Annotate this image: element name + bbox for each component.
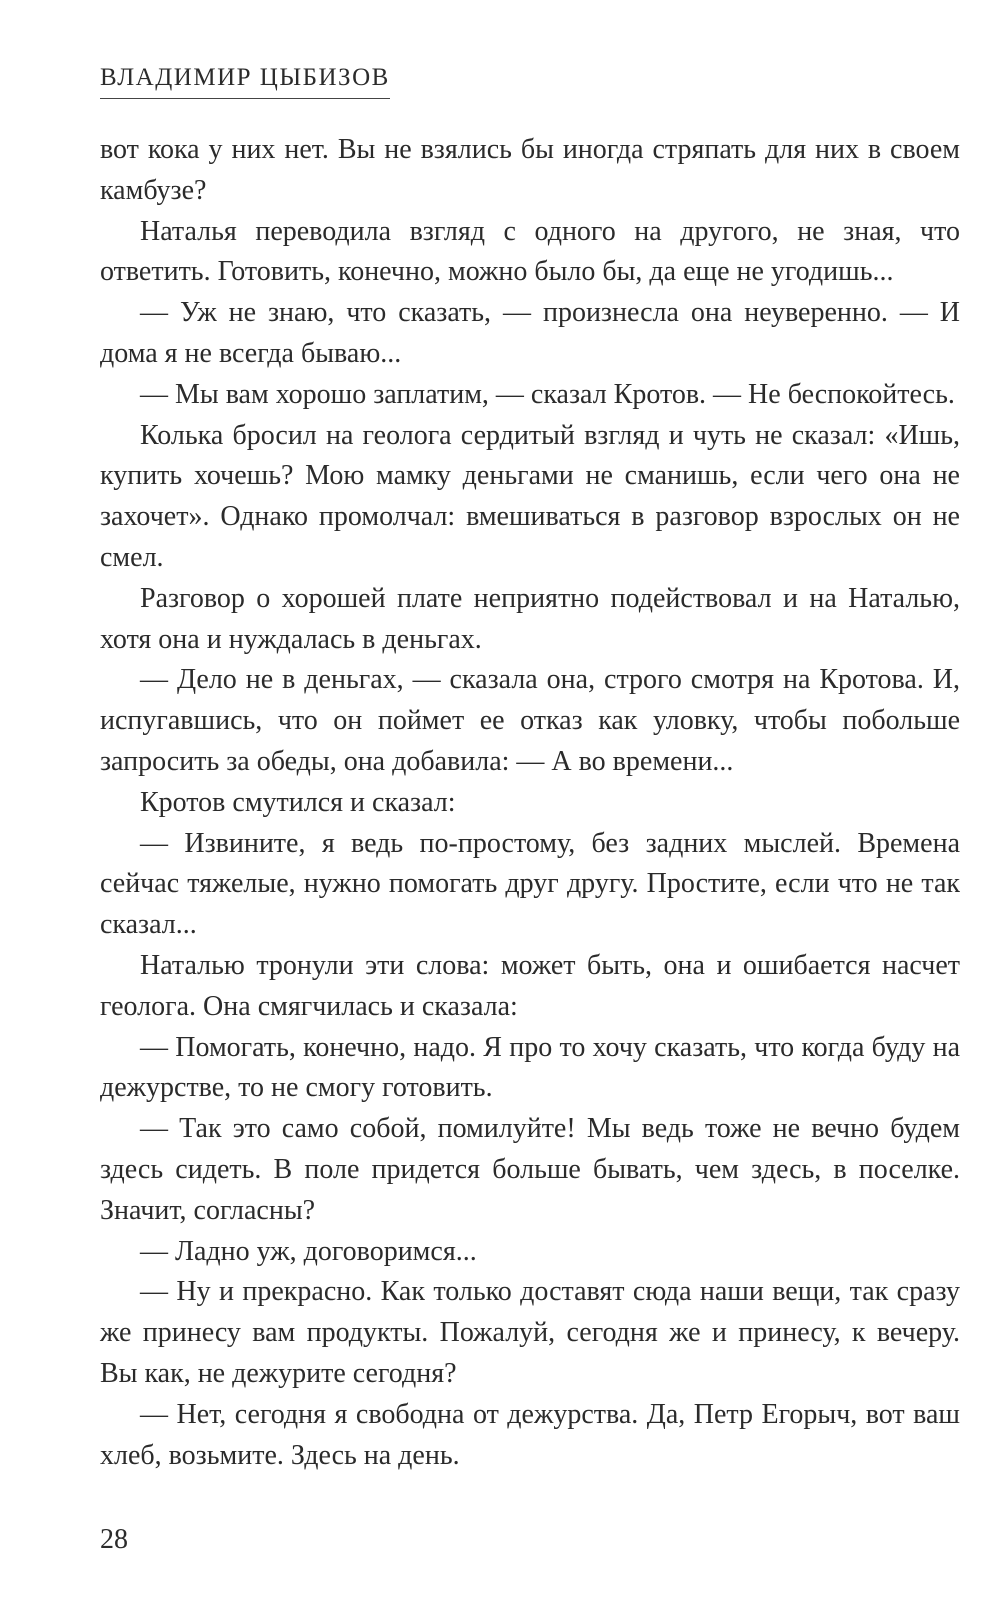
paragraph: — Мы вам хорошо заплатим, — сказал Кротов. — Не беспокойтесь. (140, 378, 955, 410)
paragraph: Колька бросил на геолога сердитый взгляд и чуть не сказал: «Ишь, купить хочешь? Мою мамку деньгами не сманишь, если чего она не захочет». Однако промолчал: вмешиваться в разговор взрослых он не смел. (100, 419, 960, 573)
paragraph: — Ладно уж, договоримся... (140, 1235, 477, 1267)
paragraph: — Уж не знаю, что сказать, — произнесла она неуверенно. — И дома я не всегда бываю... (100, 297, 960, 369)
paragraph: Кротов смутился и сказал: (140, 786, 456, 818)
paragraph: Наталья переводила взгляд с одного на другого, не зная, что ответить. Готовить, конечно, можно было бы, да еще не угодишь... (100, 215, 960, 288)
paragraph: вот кока у них нет. Вы не взялись бы иногда стряпать для них в своем камбузе? (100, 134, 960, 206)
paragraph: — Извините, я ведь по-простому, без задних мыслей. Времена сейчас тяжелые, нужно помогать друг другу. Простите, если что не так сказал... (100, 827, 960, 941)
paragraph: — Нет, сегодня я свободна от дежурства. Да, Петр Егорыч, вот ваш хлеб, возьмите. Здесь на день. (100, 1398, 960, 1471)
body-text (100, 130, 960, 1476)
paragraph: — Дело не в деньгах, — сказала она, строго смотря на Кротова. И, испугавшись, что он поймет ее отказ как уловку, чтобы побольше запросить за обеды, она добавила: — А во времени... (100, 664, 960, 777)
paragraph: — Ну и прекрасно. Как только доставят сюда наши вещи, так сразу же принесу вам продукты. Пожалуй, сегодня же и принесу, к вечеру. Вы как, не дежурите сегодня? (100, 1276, 960, 1389)
paragraph: Разговор о хорошей плате неприятно подействовал и на Наталью, хотя она и нуждалась в деньгах. (100, 582, 960, 655)
page-number: 28 (100, 1524, 128, 1555)
paragraph: Наталью тронули эти слова: может быть, она и ошибается насчет геолога. Она смягчилась и сказала: (100, 949, 960, 1022)
paragraph: — Помогать, конечно, надо. Я про то хочу сказать, что когда буду на дежурстве, то не смогу готовить. (100, 1031, 960, 1104)
running-header: ВЛАДИМИР ЦЫБИЗОВ (100, 64, 390, 99)
paragraph: — Так это само собой, помилуйте! Мы ведь тоже не вечно будем здесь сидеть. В поле придется больше бывать, чем здесь, в поселке. Значит, согласны? (100, 1113, 960, 1226)
